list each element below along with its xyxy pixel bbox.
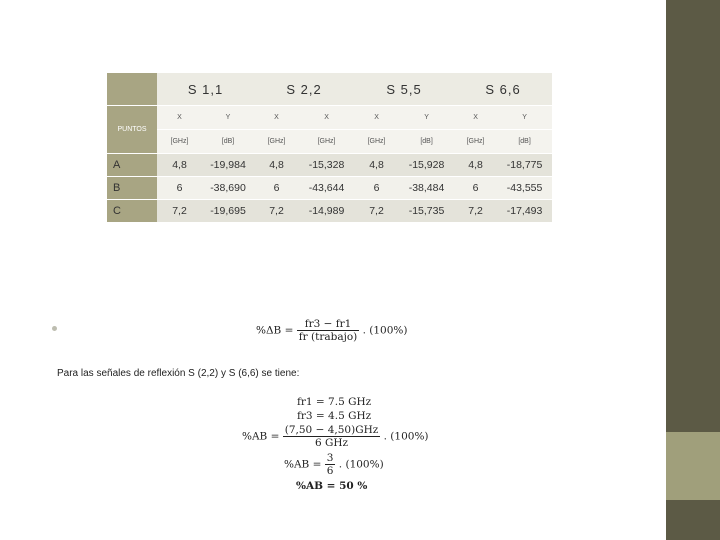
formula-tail: . (100%) xyxy=(362,324,408,337)
table-cell: -15,928 xyxy=(399,154,454,177)
ab2-equation xyxy=(284,452,384,477)
ab-equation xyxy=(242,424,429,449)
sidebar-decoration-light xyxy=(666,432,720,500)
fr1-equation: fr1 = 7.5 GHz xyxy=(297,396,372,408)
ab-numerator: (7,50 − 4,50)GHz xyxy=(284,424,379,436)
table-cell: 6 xyxy=(454,177,497,200)
ab-fraction xyxy=(283,424,381,449)
table-cell: -17,493 xyxy=(497,200,552,223)
unit-header: [dB] xyxy=(399,130,454,154)
table-cell: -19,984 xyxy=(202,154,254,177)
axis-header: X xyxy=(254,106,299,130)
table-cell: 6 xyxy=(157,177,202,200)
ab2-lhs: %AB = xyxy=(284,458,322,471)
table-cell: 4,8 xyxy=(354,154,399,177)
ab2-tail: . (100%) xyxy=(338,458,384,471)
unit-header: [dB] xyxy=(497,130,552,154)
table-cell: 7,2 xyxy=(254,200,299,223)
reflection-paragraph: Para las señales de reflexión S (2,2) y S (6,6) se tiene: xyxy=(57,368,300,379)
unit-header: [GHz] xyxy=(254,130,299,154)
ab-lhs: %AB = xyxy=(242,430,280,443)
bullet-point xyxy=(52,326,57,331)
group-header: S 6,6 xyxy=(454,73,552,106)
unit-header: [GHz] xyxy=(454,130,497,154)
axis-header: Y xyxy=(399,106,454,130)
table-cell: -43,555 xyxy=(497,177,552,200)
group-header: S 2,2 xyxy=(254,73,354,106)
group-header: S 1,1 xyxy=(157,73,254,106)
table-row xyxy=(107,177,552,200)
row-label: A xyxy=(107,154,157,177)
axis-header: Y xyxy=(497,106,552,130)
ab-result: %AB = 50 % xyxy=(296,480,368,492)
table-cell: 6 xyxy=(254,177,299,200)
unit-header: [GHz] xyxy=(157,130,202,154)
table-corner xyxy=(107,73,157,106)
table-cell: 6 xyxy=(354,177,399,200)
formula-numerator: fr3 − fr1 xyxy=(297,318,360,331)
row-label: B xyxy=(107,177,157,200)
table-cell: -43,644 xyxy=(299,177,354,200)
axis-header: X xyxy=(157,106,202,130)
unit-header: [GHz] xyxy=(354,130,399,154)
ab-tail: . (100%) xyxy=(383,430,429,443)
formula-fraction xyxy=(297,318,360,343)
table-cell: 7,2 xyxy=(454,200,497,223)
table-cell: -19,695 xyxy=(202,200,254,223)
ab2-denominator: 6 xyxy=(326,465,334,477)
table-cell: -15,328 xyxy=(299,154,354,177)
table-cell: 4,8 xyxy=(254,154,299,177)
table-row xyxy=(107,200,552,223)
puntos-header: PUNTOS xyxy=(107,106,157,154)
formula-lhs: %ΔB = xyxy=(256,324,294,337)
ab2-fraction xyxy=(325,452,336,477)
axis-header: X xyxy=(299,106,354,130)
table-cell: 7,2 xyxy=(157,200,202,223)
axis-header: X xyxy=(354,106,399,130)
fr3-equation: fr3 = 4.5 GHz xyxy=(297,410,372,422)
table-cell: 4,8 xyxy=(454,154,497,177)
ab-denominator: 6 GHz xyxy=(314,437,349,449)
axis-header: Y xyxy=(202,106,254,130)
unit-header: [GHz] xyxy=(299,130,354,154)
formula-denominator: fr (trabajo) xyxy=(298,331,358,343)
row-label: C xyxy=(107,200,157,223)
table-cell: -38,690 xyxy=(202,177,254,200)
group-header: S 5,5 xyxy=(354,73,454,106)
table-cell: -14,989 xyxy=(299,200,354,223)
table-cell: 7,2 xyxy=(354,200,399,223)
axis-header: X xyxy=(454,106,497,130)
table-cell: -38,484 xyxy=(399,177,454,200)
results-table xyxy=(107,73,552,223)
bandwidth-formula xyxy=(256,318,408,343)
table-cell: 4,8 xyxy=(157,154,202,177)
table-row xyxy=(107,154,552,177)
unit-header: [dB] xyxy=(202,130,254,154)
table-cell: -18,775 xyxy=(497,154,552,177)
ab2-numerator: 3 xyxy=(326,452,334,464)
table-cell: -15,735 xyxy=(399,200,454,223)
